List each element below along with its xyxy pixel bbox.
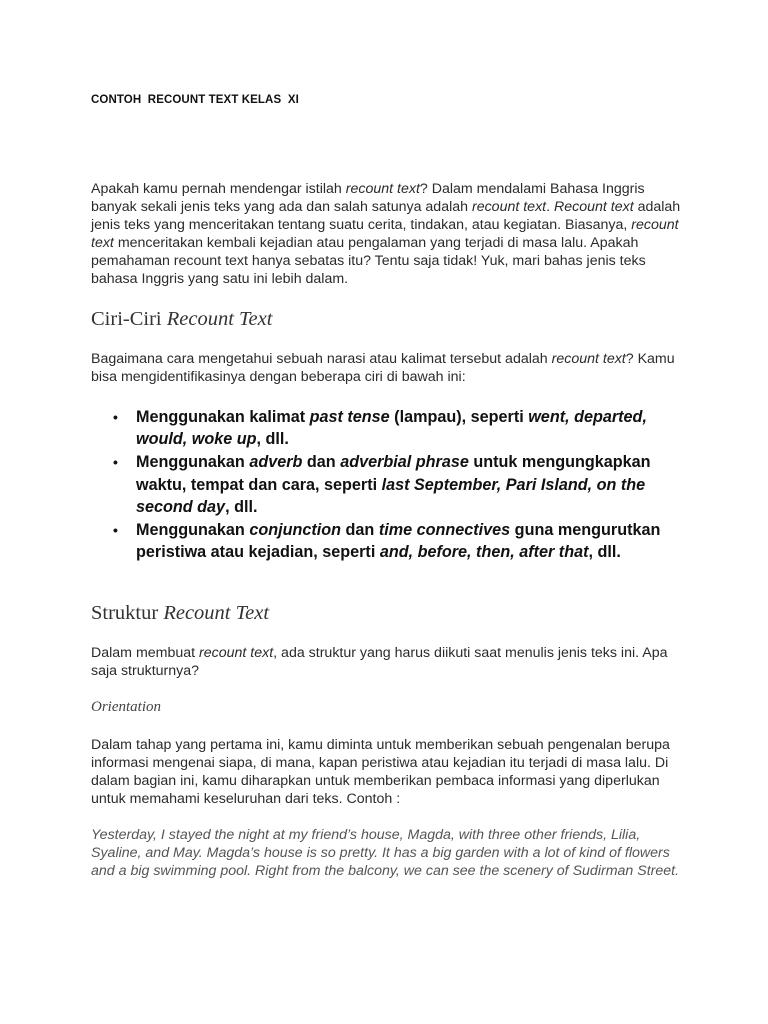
intro-paragraph: Apakah kamu pernah mendengar istilah recount text? Dalam mendalami Bahasa Inggris banyak sekali jenis teks yang ada dan salah satunya adalah recount text. Recount text adalah jenis teks yang menceritakan tentang suatu cerita, tindakan, atau kegiatan. Biasanya, recount text menceritakan kembali kejadian atau pengalaman yang terjadi di masa lalu. Apakah pemahaman recount text hanya sebatas itu? Tentu saja tidak! Yuk, mari bahas jenis teks bahasa Inggris yang satu ini lebih dalam. [91, 181, 681, 287]
bullet-icon: • [113, 522, 118, 539]
orientation-example: Yesterday, I stayed the night at my friend’s house, Magda, with three other friends, Lilia, Syaline, and May. Magda’s house is so pretty. It has a big garden with a lot of kind of flowers and a big swimming pool. Right from the balcony, we can see the scenery of Sudirman Street. [91, 827, 680, 879]
bullet-icon: • [113, 454, 118, 471]
struktur-paragraph: Dalam membuat recount text, ada struktur yang harus diikuti saat menulis jenis teks ini. Apa saja strukturnya? [91, 645, 668, 679]
bullet-icon: • [113, 409, 118, 425]
section-heading-struktur: Struktur Recount Text [91, 602, 270, 624]
ciri-ciri-bullet-list [111, 406, 681, 563]
bullet-item-adverb: • Menggunakan adverb dan adverbial phrase untuk mengungkapkan waktu, tempat dan cara, seperti last September, Pari Island, on the second day, dll. [113, 453, 651, 516]
section-heading-ciri-ciri: Ciri-Ciri Recount Text [91, 308, 273, 330]
bullet-item-conjunction: • Menggunakan conjunction dan time connectives guna mengurutkan peristiwa atau kejadian, seperti and, before, then, after that, dll. [113, 521, 661, 562]
orientation-heading: Orientation [91, 699, 161, 715]
ciri-ciri-paragraph: Bagaimana cara mengetahui sebuah narasi atau kalimat tersebut adalah recount text? Kamu bisa mengidentifikasinya dengan beberapa ciri di bawah ini: [91, 351, 675, 385]
bullet-item-past-tense: • Menggunakan kalimat past tense (lampau), seperti went, departed, would, woke up, dll. [113, 408, 647, 449]
orientation-paragraph: Dalam tahap yang pertama ini, kamu diminta untuk memberikan sebuah pengenalan berupa informasi mengenai siapa, di mana, kapan peristiwa atau kejadian itu terjadi di masa lalu. Di dalam bagian ini, kamu diharapkan untuk memberikan pembaca informasi yang diperlukan untuk memahami keseluruhan dari teks. Contoh : [91, 737, 670, 807]
document-title: CONTOH RECOUNT TEXT KELAS XI [91, 94, 299, 106]
